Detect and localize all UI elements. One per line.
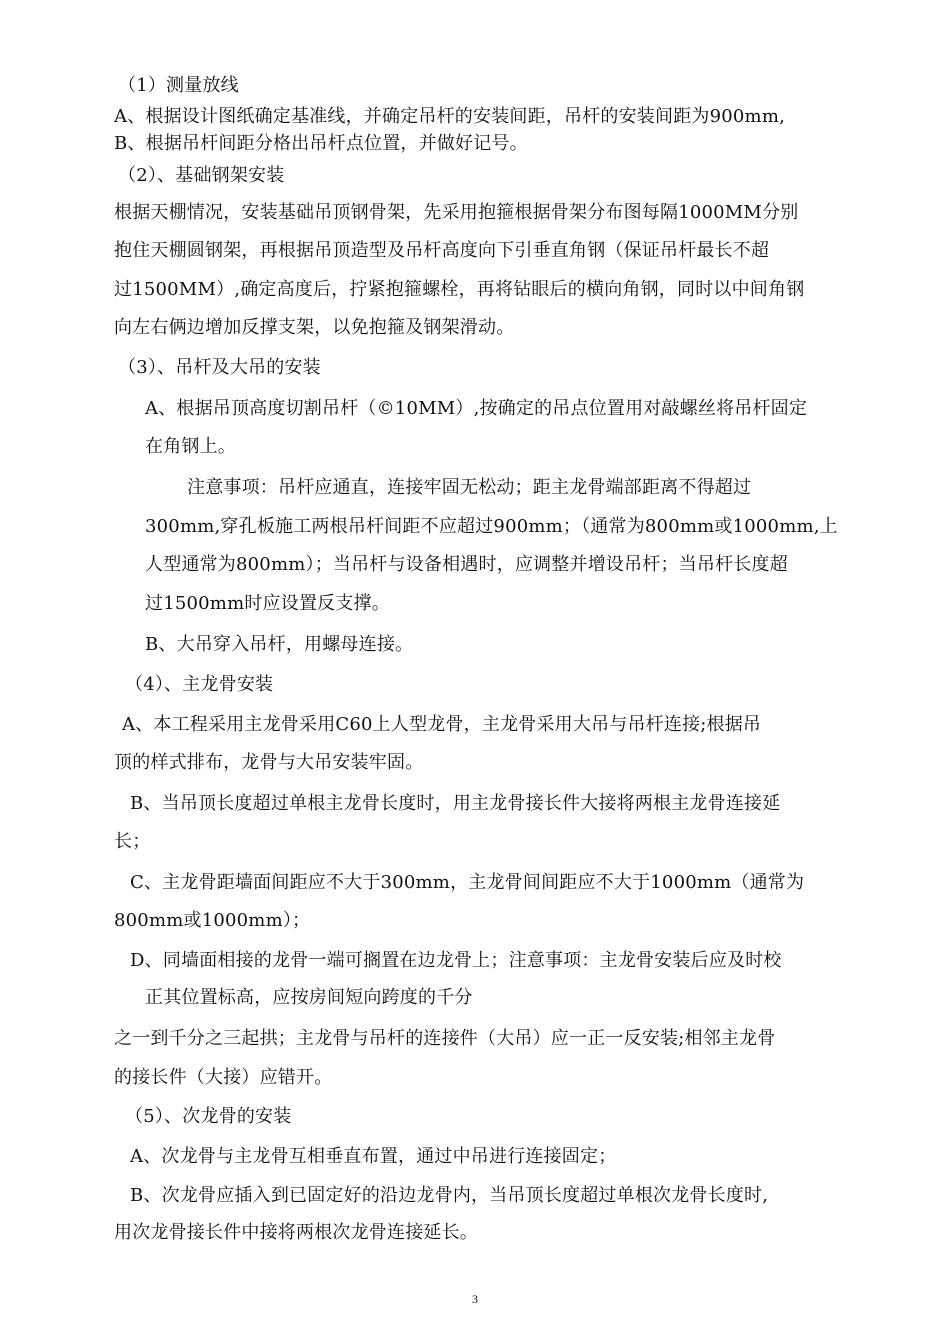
paragraph-line: 过1500MM）,确定高度后，拧紧抱箍螺栓，再将钻眼后的横向角钢，同时以中间角钢 bbox=[114, 279, 805, 300]
paragraph-line: 向左右俩边增加反撑支架，以免抱箍及钢架滑动。 bbox=[114, 317, 515, 338]
paragraph-line: C、主龙骨距墙面间距应不大于300mm，主龙骨间间距应不大于1000mm（通常为 bbox=[130, 872, 805, 893]
paragraph-line: A、本工程采用主龙骨采用C60上人型龙骨，主龙骨采用大吊与吊杆连接;根据吊 bbox=[122, 714, 762, 735]
paragraph-line: D、同墙面相接的龙骨一端可搁置在边龙骨上；注意事项：主龙骨安装后应及时校 bbox=[130, 950, 782, 971]
paragraph-line: 用次龙骨接长件中接将两根次龙骨连接延长。 bbox=[114, 1222, 478, 1243]
paragraph-line: 的接长件（大接）应错开。 bbox=[114, 1067, 333, 1088]
paragraph-line: 300mm,穿孔板施工两根吊杆间距不应超过900mm；（通常为800mm或1000mm,上 bbox=[145, 516, 838, 537]
paragraph-line: 根据天棚情况，安装基础吊顶钢骨架，先采用抱箍根据骨架分布图每隔1000MM分别 bbox=[114, 202, 799, 223]
paragraph-line: A、根据吊顶高度切割吊杆（©10MM）,按确定的吊点位置用对敲螺丝将吊杆固定 bbox=[145, 398, 808, 419]
heading-main-keel: （4）、主龙骨安装 bbox=[125, 674, 274, 695]
paragraph-line: 800mm或1000mm）； bbox=[114, 910, 311, 931]
page-number: 3 bbox=[472, 1292, 478, 1306]
paragraph-line: A、次龙骨与主龙骨互相垂直布置，通过中吊进行连接固定； bbox=[130, 1146, 617, 1167]
heading-measurement: （1）测量放线 bbox=[118, 75, 239, 96]
paragraph-line: 正其位置标高，应按房间短向跨度的千分 bbox=[145, 987, 473, 1008]
paragraph-line: 过1500mm时应设置反支撑。 bbox=[145, 593, 390, 614]
paragraph-line: 人型通常为800mm）；当吊杆与设备相遇时，应调整并增设吊杆；当吊杆长度超 bbox=[145, 554, 788, 575]
paragraph-line: 顶的样式排布，龙骨与大吊安装牢固。 bbox=[114, 752, 424, 773]
paragraph-line: B、次龙骨应插入到已固定好的沿边龙骨内，当吊顶长度超过单根次龙骨长度时, bbox=[130, 1185, 769, 1206]
paragraph-line: 抱住天棚圆钢架，再根据吊顶造型及吊杆高度向下引垂直角钢（保证吊杆最长不超 bbox=[114, 240, 770, 261]
paragraph-line: 注意事项：吊杆应通直，连接牢固无松动；距主龙骨端部距离不得超过 bbox=[187, 477, 752, 498]
paragraph-line: 长； bbox=[114, 831, 151, 852]
paragraph-line: B、当吊顶长度超过单根主龙骨长度时，用主龙骨接长件大接将两根主龙骨连接延 bbox=[130, 793, 781, 814]
paragraph-line: B、大吊穿入吊杆，用螺母连接。 bbox=[145, 634, 414, 655]
heading-steel-frame: （2）、基础钢架安装 bbox=[118, 165, 285, 186]
heading-secondary-keel: （5）、次龙骨的安装 bbox=[125, 1106, 292, 1127]
paragraph-line: 之一到千分之三起拱；主龙骨与吊杆的连接件（大吊）应一正一反安装;相邻主龙骨 bbox=[114, 1028, 776, 1049]
paragraph-line: A、根据设计图纸确定基准线，并确定吊杆的安装间距，吊杆的安装间距为900mm, bbox=[114, 106, 786, 127]
paragraph-line: 在角钢上。 bbox=[145, 436, 236, 457]
heading-hanger-rods: （3）、吊杆及大吊的安装 bbox=[118, 357, 321, 378]
paragraph-line: B、根据吊杆间距分格出吊杆点位置，并做好记号。 bbox=[114, 133, 528, 154]
